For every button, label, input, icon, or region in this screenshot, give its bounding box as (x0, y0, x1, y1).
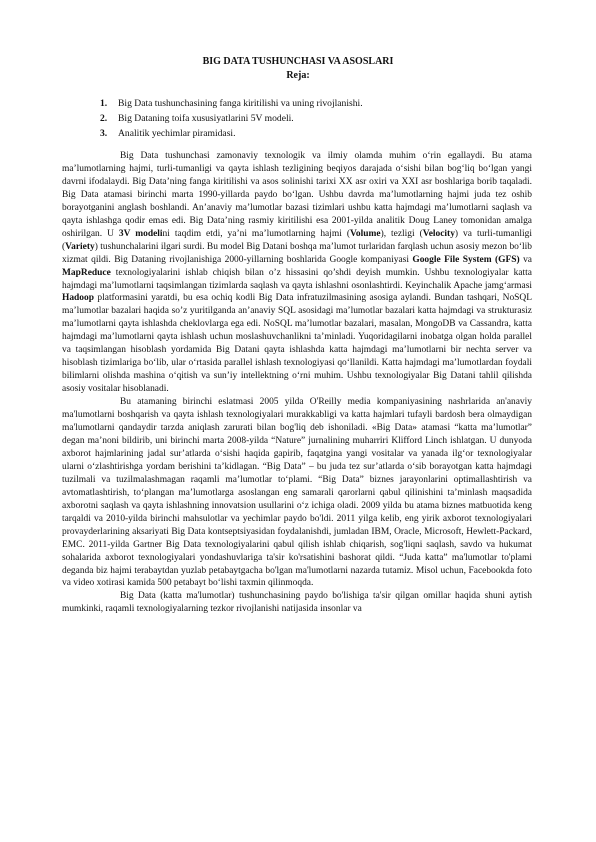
paragraph (62, 590, 532, 616)
text-run: Big Data tushunchasi zamonaviy texnologik va ilmiy olamda muhim o‘rin egallaydi. Bu atama ma’lumotlarning hajmi, turli-tumanligi va qayta ishlash tezligining beqiyos darajada o‘sishi bilan bog‘liq bo‘lgan yangi davrni ifodalaydi. Big Data’ning fanga kiritilishi va asos solinishi tarixi XX asr oxiri va XXI asr boshlariga borib taqaladi. Big Data atamasi birinchi marta 1990-yillarda paydo bo‘lgan. Ushbu davrda ma’lumotlarning hajmi juda tez oshib borayotganini anglash boshlandi. An’anaviy ma’lumotlar bazasi tizimlari ushbu katta hajmdagi ma’lumotlarni saqlash va qayta ishlashga qodir emas edi. Big Data’ning rasmiy kiritilishi esa 2001-yilda analitik Doug Laney tomonidan amalga oshirilgan. U (62, 151, 532, 239)
document-title: BIG DATA TUSHUNCHASI VA ASOSLARI (202, 56, 394, 67)
text-run: ), tezligi ( (380, 228, 423, 239)
bold-term: Variety (65, 241, 95, 252)
text-run: Bu atamaning birinchi eslatmasi 2005 yilda O'Reilly media kompaniyasining nashrlarida an'anaviy ma'lumotlarni boshqarish va qayta ishlash texnologiyalari murakkabligi va katta hajmlari tufayli bardosh bera olmaydigan ma'lumotlarni qandaydir tarzda aniqlash zarurati bilan bog'liq deb ishoniladi. «Big Data» atamasi “katta ma’lumotlar” degan ma’noni bildirib, uni birinchi marta 2008-yilda “Nature” jurnalining muharriri Klifford Linch ishlatgan. U dunyoda axborot hajmlarining jadal sur’atlarda o‘sishi haqida gapirib, faqatgina yangi vositalar va yanada ilg‘or texnologiyalar ularni o‘zlashtirishga yordam berishini ta’kidlagan. “Big Data” – bu juda tez sur’atlarda o‘sib borayotgan katta hajmdagi tuzilmali va tuzilmalashmagan raqamli ma’lumotlar to‘plami. “Big Data” biznes jarayonlarini optimallashtirish va avtomatlashtirish, to‘plangan ma’lumotlarga asoslangan eng samarali qarorlarni qabul qilinishini ta’minlash maqsadida axborotni saqlash va qayta ishlashning innovatsion usullarini o‘z ichiga oladi. 2009 yilda bu atama biznes matbuotida keng tarqaldi va 2010-yilda birinchi mahsulotlar va yechimlar paydo bo'ldi. 2011 yilga kelib, eng yirik axborot texnologiyalari provayderlarining aksariyati Big Data kontseptsiyasidan foydalanishdi, jumladan IBM, Oracle, Microsoft, Hewlett-Packard, EMC. 2011-yilda Gartner Big Data texnologiyalarini qabul qilish ishlab chiqarish, sog'liqni saqlash, savdo va hukumat sohalarida axborot texnologiyalari yondashuvlariga ta'sir ko'rsatishini bashorat qildi. “Juda katta” ma'lumotlar to'plami deganda biz hajmi terabaytdan yuzlab petabaytgacha bo'lgan ma'lumotlarni nazarda tutamiz. Misol uchun, Facebookda foto va video xotirasi kamida 500 petabayt bo‘lishi taxmin qilinmoqda. (62, 397, 532, 589)
plan-item-text: Analitik yechimlar piramidasi. (118, 128, 236, 139)
text-run: ) tushunchalarini ilgari surdi. Bu model Big Datani boshqa ma’lumot turlaridan farqlash uchun asosiy mezon bo‘lib xizmat qildi. Big Dataning rivojlanishiga 2000-yillarning boshlarida Google kompaniyasi (62, 241, 532, 265)
bold-term: Volume (349, 228, 381, 239)
text-run: va (519, 254, 532, 265)
plan-item (100, 111, 363, 126)
plan-item-text: Big Data tushunchasining fanga kiritilishi va uning rivojlanishi. (118, 98, 363, 109)
plan-item-number: 3. (100, 128, 108, 139)
plan-item-number: 1. (100, 98, 108, 109)
document-body (62, 150, 532, 616)
bold-term: Hadoop (62, 293, 94, 304)
bold-term: Google File System (GFS) (412, 254, 520, 265)
plan-item-number: 2. (100, 113, 108, 124)
plan-heading: Reja: (286, 70, 310, 81)
paragraph (62, 396, 532, 590)
plan-item (100, 96, 363, 111)
plan-item (100, 126, 363, 141)
bold-term: Velocity (422, 228, 455, 239)
plan-list (100, 96, 363, 141)
bold-term: 3V modeli (118, 228, 163, 239)
text-run: ni taqdim etdi, ya’ni ma’lumotlarning hajmi ( (162, 228, 350, 239)
bold-term: MapReduce (62, 267, 111, 278)
text-run: platformasini yaratdi, bu esa ochiq kodli Big Data infratuzilmasining asosiga aylandi. Bundan tashqari, NoSQL ma’lumotlar bazalari haqida so’z yuritilganda an’anaviy SQL asosidagi ma’lumotlar bazalari katta hajmdagi va strukturasiz ma’lumotlarni qayta ishlashda cheklovlarga ega edi. NoSQL ma’lumotlar bazalari, masalan, MongoDB va Cassandra, katta hajmdagi ma’lumotlarni qayta ishlash uchun moslashuvchanlikni ta’minladi. Yuqoridagilarni inobatga olgan holda parallel va taqsimlangan hisoblash yordamida Big Datani qayta ishlashda katta hajmdagi ma’lumotlarni bir nechta server va hisoblash tizimlariga bo‘lib, ular o‘rtasida parallel ishlash texnologiyasi qo‘llanildi. Katta hajmdagi ma’lumotlardan foydali bilimlarni olishda mashina o‘qitish va sun’iy intellektning o‘rni muhim. Ushbu texnologiyalar Big Datani tahlil qilishda asosiy vositalar hisoblanadi. (62, 293, 532, 395)
paragraph (62, 150, 532, 396)
plan-item-text: Big Dataning toifa xususiyatlarini 5V modeli. (118, 113, 294, 124)
text-run: texnologiyalarini ishlab chiqish bilan o’z hissasini qo’shdi deyish mumkin. Ushbu texnologiyalar katta hajmdagi ma’lumotlarni taqsimlangan tizimlarda saqlash va qayta ishlashni osonlashtirdi. Keyinchalik Apache jamg‘armasi (62, 267, 532, 291)
text-run: Big Data (katta ma'lumotlar) tushunchasining paydo bo'lishiga ta'sir qilgan omillar haqida shuni aytish mumkinki, raqamli texnologiyalarning tezkor rivojlanishi natijasida insonlar va (62, 591, 532, 615)
text-run: ) va turli-tumanligi ( (62, 228, 532, 252)
